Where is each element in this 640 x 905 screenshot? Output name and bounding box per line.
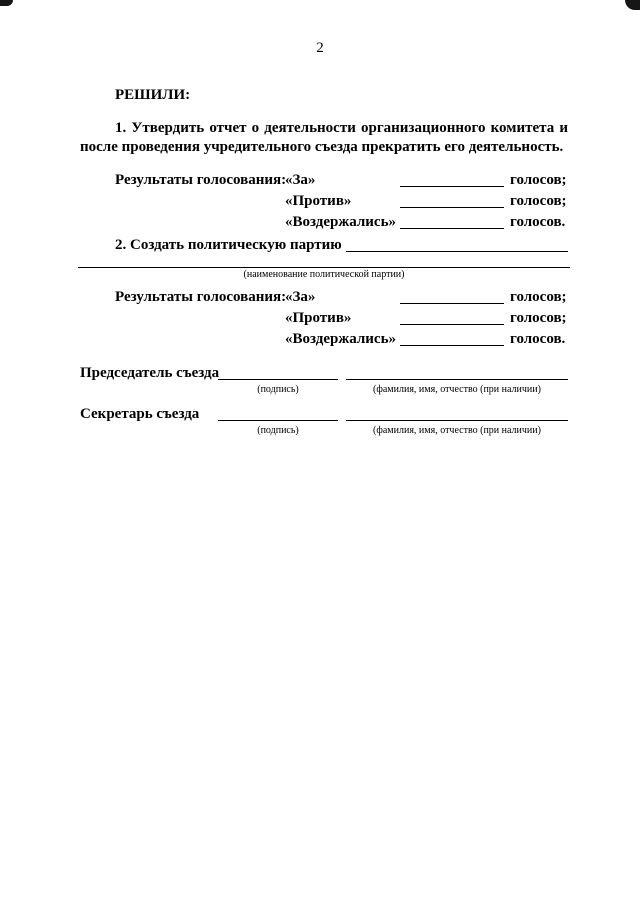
vote-option-for: «За» bbox=[285, 172, 316, 188]
resolution-item-1: 1. Утвердить отчет о деятельности организационного комитета и после проведения учредительного съезда прекратить его деятельность. bbox=[80, 120, 568, 155]
voting-results-label: Результаты голосования: bbox=[115, 172, 287, 188]
vote-option-for: «За» bbox=[285, 289, 316, 305]
votes-word: голосов. bbox=[510, 331, 566, 347]
votes-word: голосов; bbox=[510, 172, 567, 188]
voting-block-2 bbox=[80, 287, 568, 350]
votes-word: голосов. bbox=[510, 214, 566, 230]
vote-row-abstain bbox=[115, 212, 568, 233]
secretary-caption-row bbox=[80, 425, 568, 437]
page-number: 2 bbox=[316, 40, 324, 56]
resolved-heading: РЕШИЛИ: bbox=[115, 87, 191, 103]
scan-artifact-top-left bbox=[0, 0, 13, 6]
vote-count-blank-line bbox=[400, 303, 504, 304]
secretary-signature-blank-line bbox=[218, 420, 338, 421]
votes-word: голосов; bbox=[510, 289, 567, 305]
vote-count-blank-line bbox=[400, 345, 504, 346]
signature-gap bbox=[338, 362, 346, 384]
vote-option-against: «Против» bbox=[285, 193, 352, 209]
vote-count-blank-line bbox=[400, 324, 504, 325]
vote-option-abstain: «Воздержались» bbox=[285, 214, 397, 230]
vote-option-abstain: «Воздержались» bbox=[285, 331, 397, 347]
votes-word: голосов; bbox=[510, 310, 567, 326]
party-name-blank-line-continued bbox=[78, 256, 570, 268]
voting-results-label: Результаты голосования: bbox=[115, 289, 287, 305]
scan-artifact-top-right bbox=[625, 0, 640, 10]
vote-row-against bbox=[115, 191, 568, 212]
voting-block-1 bbox=[80, 170, 568, 233]
signature-caption: (подпись) bbox=[257, 384, 299, 395]
fullname-caption: (фамилия, имя, отчество (при наличии) bbox=[373, 384, 541, 395]
vote-row-abstain bbox=[115, 329, 568, 350]
vote-row-for bbox=[115, 170, 568, 191]
signature-gap bbox=[338, 403, 346, 425]
resolution-item-2-label: 2. Создать политическую партию bbox=[115, 237, 342, 253]
chairman-fullname-blank-line bbox=[346, 379, 568, 380]
vote-option-against: «Против» bbox=[285, 310, 352, 326]
vote-count-blank-line bbox=[400, 207, 504, 208]
resolution-item-2 bbox=[80, 235, 568, 256]
vote-count-blank-line bbox=[400, 228, 504, 229]
fullname-caption: (фамилия, имя, отчество (при наличии) bbox=[373, 425, 541, 436]
vote-row-for bbox=[115, 287, 568, 308]
chairman-caption-row bbox=[80, 384, 568, 396]
chairman-signature-row bbox=[80, 362, 568, 384]
party-name-caption: (наименование политической партии) bbox=[243, 269, 405, 280]
vote-count-blank-line bbox=[400, 186, 504, 187]
signatures-section bbox=[80, 362, 568, 437]
signature-caption: (подпись) bbox=[257, 425, 299, 436]
secretary-signature-row bbox=[80, 403, 568, 425]
vote-row-against bbox=[115, 308, 568, 329]
chairman-label: Председатель съезда bbox=[80, 365, 220, 381]
secretary-fullname-blank-line bbox=[346, 420, 568, 421]
secretary-label: Секретарь съезда bbox=[80, 406, 200, 422]
chairman-signature-blank-line bbox=[218, 379, 338, 380]
document-content bbox=[80, 86, 568, 437]
party-name-blank-line bbox=[346, 251, 568, 252]
votes-word: голосов; bbox=[510, 193, 567, 209]
